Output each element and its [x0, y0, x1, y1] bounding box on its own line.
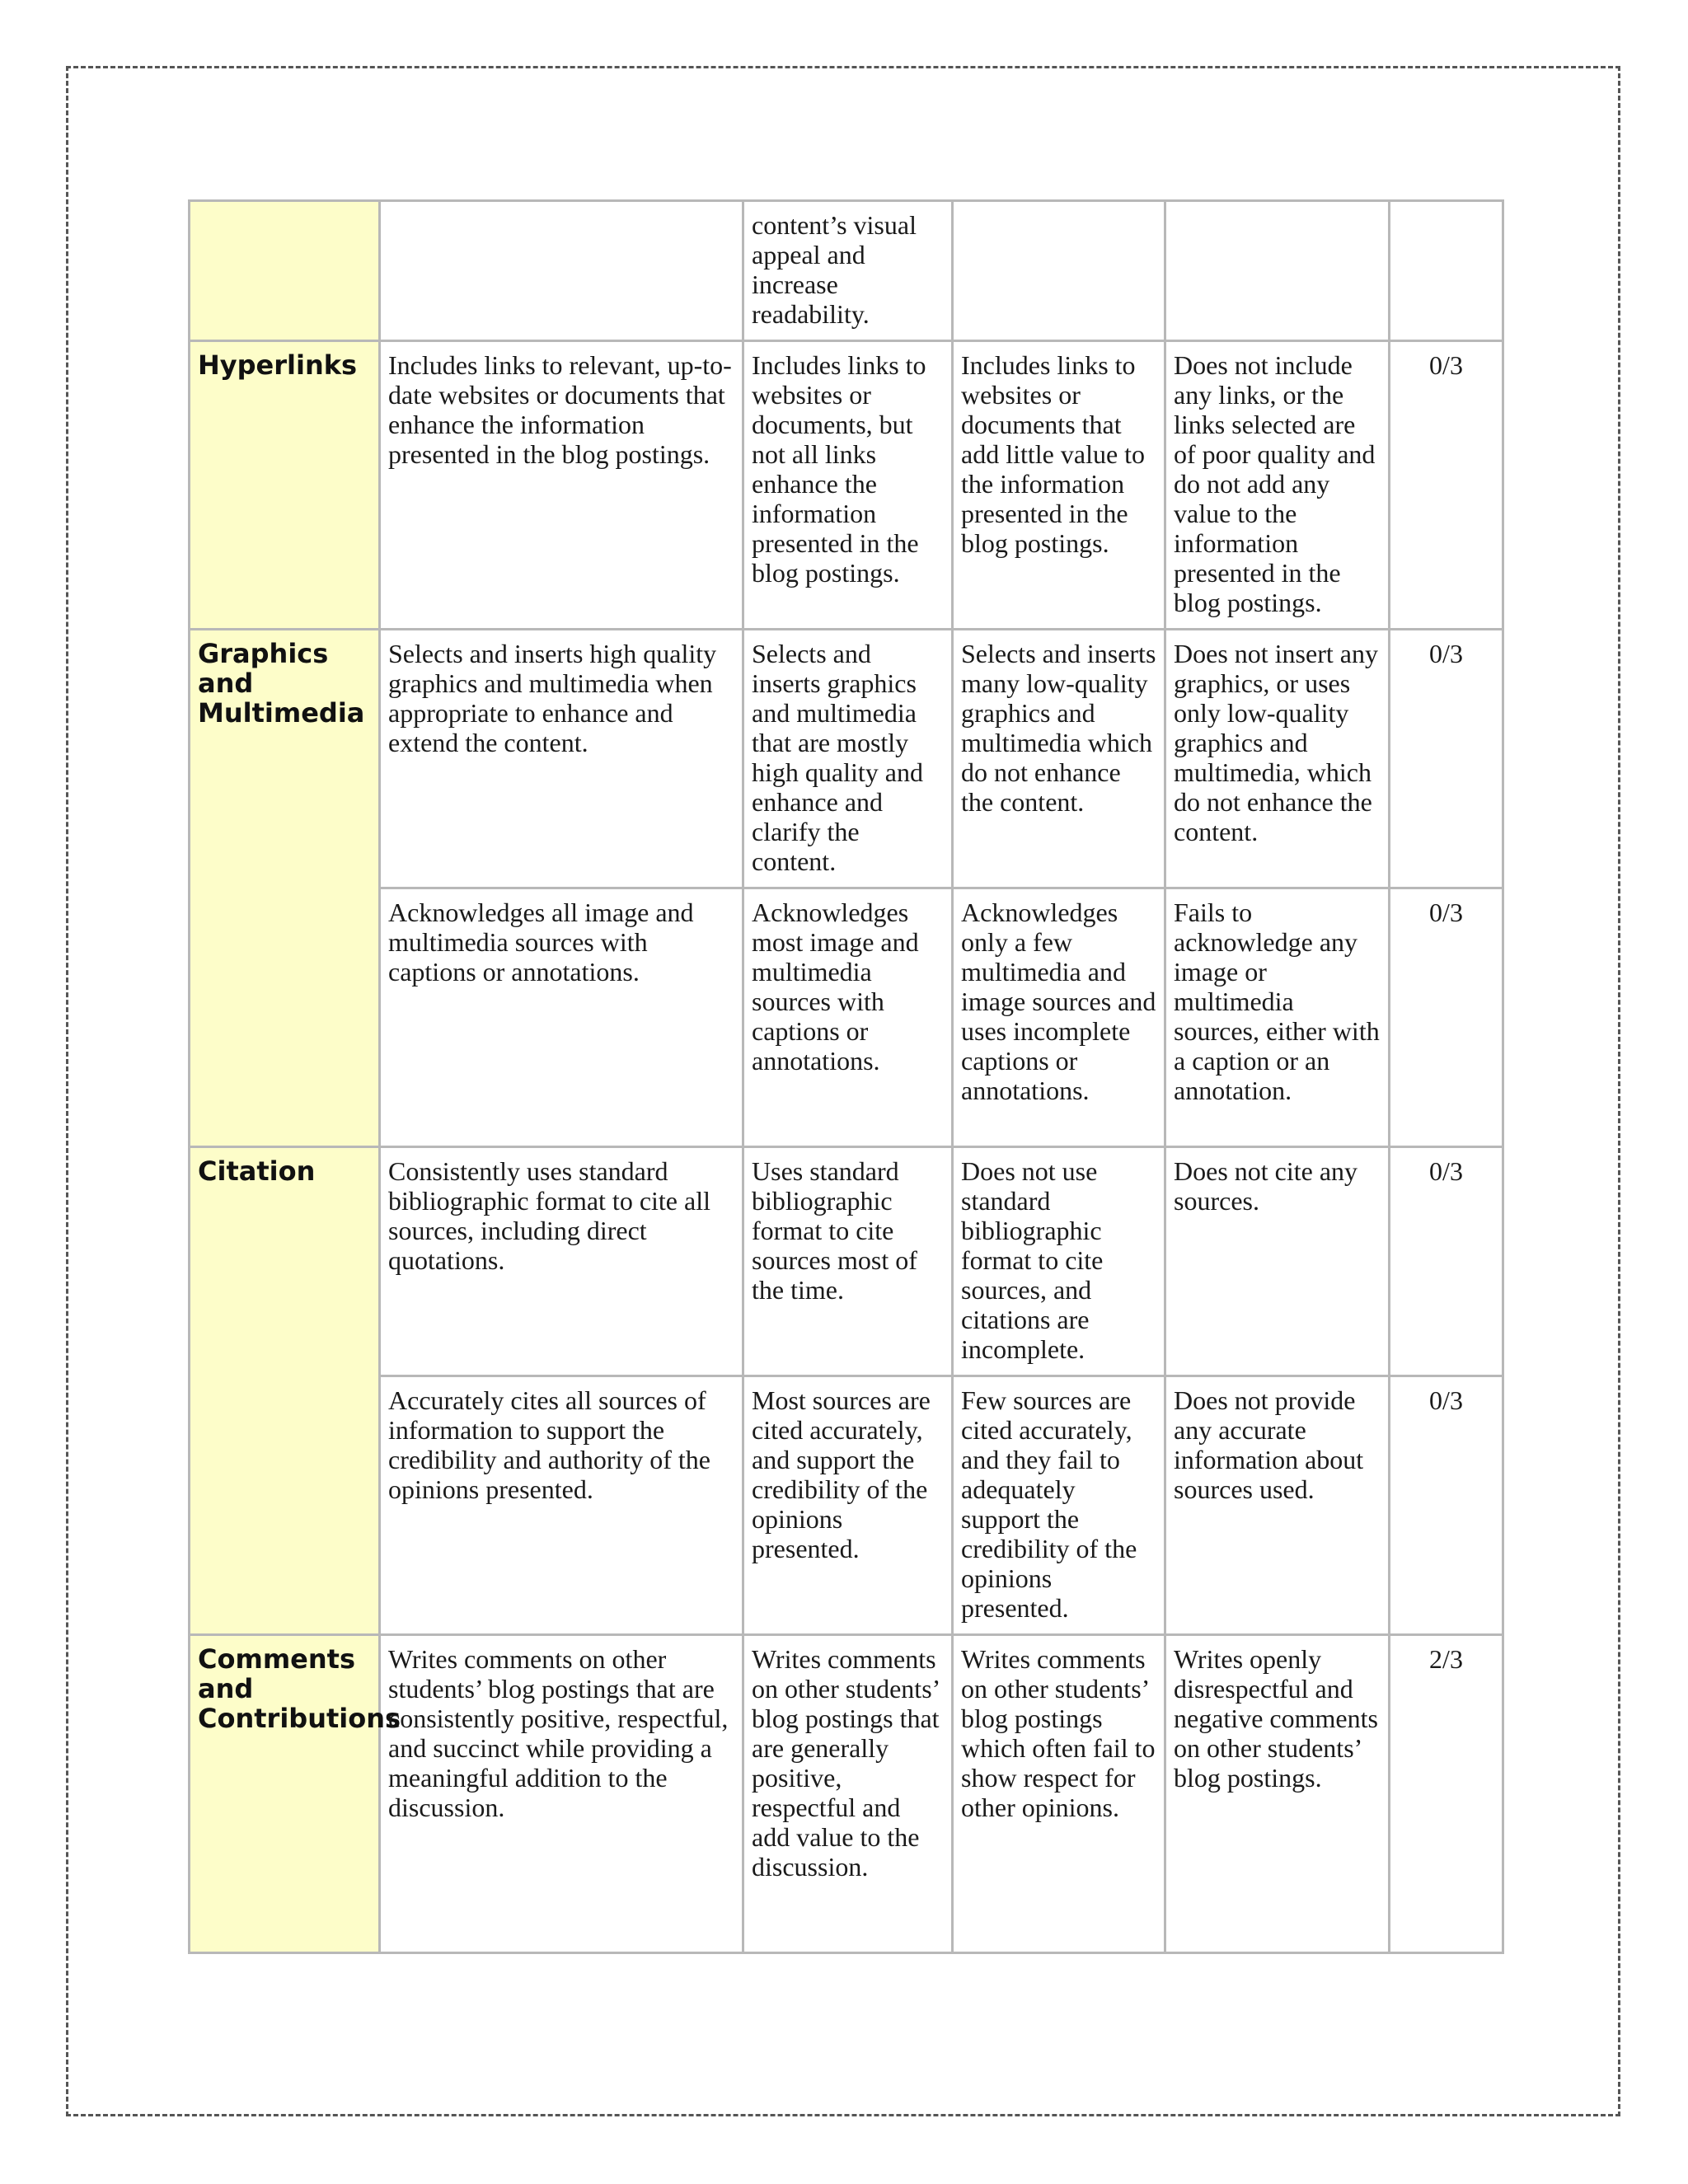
proficient-cell: Writes comments on other students’ blog postings that are generally positive, respectful and add value to the discussion.: [743, 1635, 953, 1953]
score-cell: [1390, 201, 1503, 341]
score-cell: 0/3: [1390, 1147, 1503, 1376]
proficient-cell: Acknowledges most image and multimedia sources with captions or annotations.: [743, 888, 953, 1147]
beginning-cell: Does not cite any sources.: [1165, 1147, 1390, 1376]
table-row: [190, 1376, 1503, 1635]
developing-cell: Writes comments on other students’ blog postings which often fail to show respect for other opinions.: [953, 1635, 1165, 1953]
criterion-cell: Graphics and Multimedia: [190, 630, 380, 1147]
exemplary-cell: Acknowledges all image and multimedia sources with captions or annotations.: [380, 888, 743, 1147]
developing-cell: Includes links to websites or documents that add little value to the information presented in the blog postings.: [953, 341, 1165, 630]
score-cell: 0/3: [1390, 1376, 1503, 1635]
developing-cell: [953, 201, 1165, 341]
exemplary-cell: Accurately cites all sources of information to support the credibility and authority of the opinions presented.: [380, 1376, 743, 1635]
exemplary-cell: Includes links to relevant, up-to-date websites or documents that enhance the information presented in the blog postings.: [380, 341, 743, 630]
table-row: [190, 1147, 1503, 1376]
exemplary-cell: Writes comments on other students’ blog postings that are consistently positive, respectful, and succinct while providing a meaningful addition to the discussion.: [380, 1635, 743, 1953]
beginning-cell: Fails to acknowledge any image or multimedia sources, either with a caption or an annotation.: [1165, 888, 1390, 1147]
proficient-cell: Uses standard bibliographic format to cite sources most of the time.: [743, 1147, 953, 1376]
developing-cell: Acknowledges only a few multimedia and image sources and uses incomplete captions or annotations.: [953, 888, 1165, 1147]
score-cell: 0/3: [1390, 630, 1503, 888]
developing-cell: Few sources are cited accurately, and they fail to adequately support the credibility of the opinions presented.: [953, 1376, 1165, 1635]
beginning-cell: Does not insert any graphics, or uses only low-quality graphics and multimedia, which do not enhance the content.: [1165, 630, 1390, 888]
exemplary-cell: [380, 201, 743, 341]
developing-cell: Does not use standard bibliographic format to cite sources, and citations are incomplete.: [953, 1147, 1165, 1376]
table-row: [190, 341, 1503, 630]
score-cell: 0/3: [1390, 341, 1503, 630]
criterion-cell: [190, 201, 380, 341]
table-row: [190, 630, 1503, 888]
table-row: [190, 888, 1503, 1147]
criterion-cell: Citation: [190, 1147, 380, 1635]
score-cell: 2/3: [1390, 1635, 1503, 1953]
beginning-cell: Does not provide any accurate information about sources used.: [1165, 1376, 1390, 1635]
score-cell: 0/3: [1390, 888, 1503, 1147]
criterion-cell: Comments and Contributions: [190, 1635, 380, 1953]
criterion-cell: Hyperlinks: [190, 341, 380, 630]
exemplary-cell: Selects and inserts high quality graphics and multimedia when appropriate to enhance and extend the content.: [380, 630, 743, 888]
exemplary-cell: Consistently uses standard bibliographic format to cite all sources, including direct quotations.: [380, 1147, 743, 1376]
table-row: [190, 1635, 1503, 1953]
proficient-cell: Most sources are cited accurately, and support the credibility of the opinions presented.: [743, 1376, 953, 1635]
proficient-cell: Selects and inserts graphics and multimedia that are mostly high quality and enhance and clarify the content.: [743, 630, 953, 888]
developing-cell: Selects and inserts many low-quality graphics and multimedia which do not enhance the content.: [953, 630, 1165, 888]
beginning-cell: Writes openly disrespectful and negative comments on other students’ blog postings.: [1165, 1635, 1390, 1953]
rubric-table: [188, 199, 1504, 1954]
table-row: [190, 201, 1503, 341]
beginning-cell: [1165, 201, 1390, 341]
beginning-cell: Does not include any links, or the links selected are of poor quality and do not add any value to the information presented in the blog postings.: [1165, 341, 1390, 630]
proficient-cell: Includes links to websites or documents, but not all links enhance the information presented in the blog postings.: [743, 341, 953, 630]
proficient-cell: content’s visual appeal and increase readability.: [743, 201, 953, 341]
